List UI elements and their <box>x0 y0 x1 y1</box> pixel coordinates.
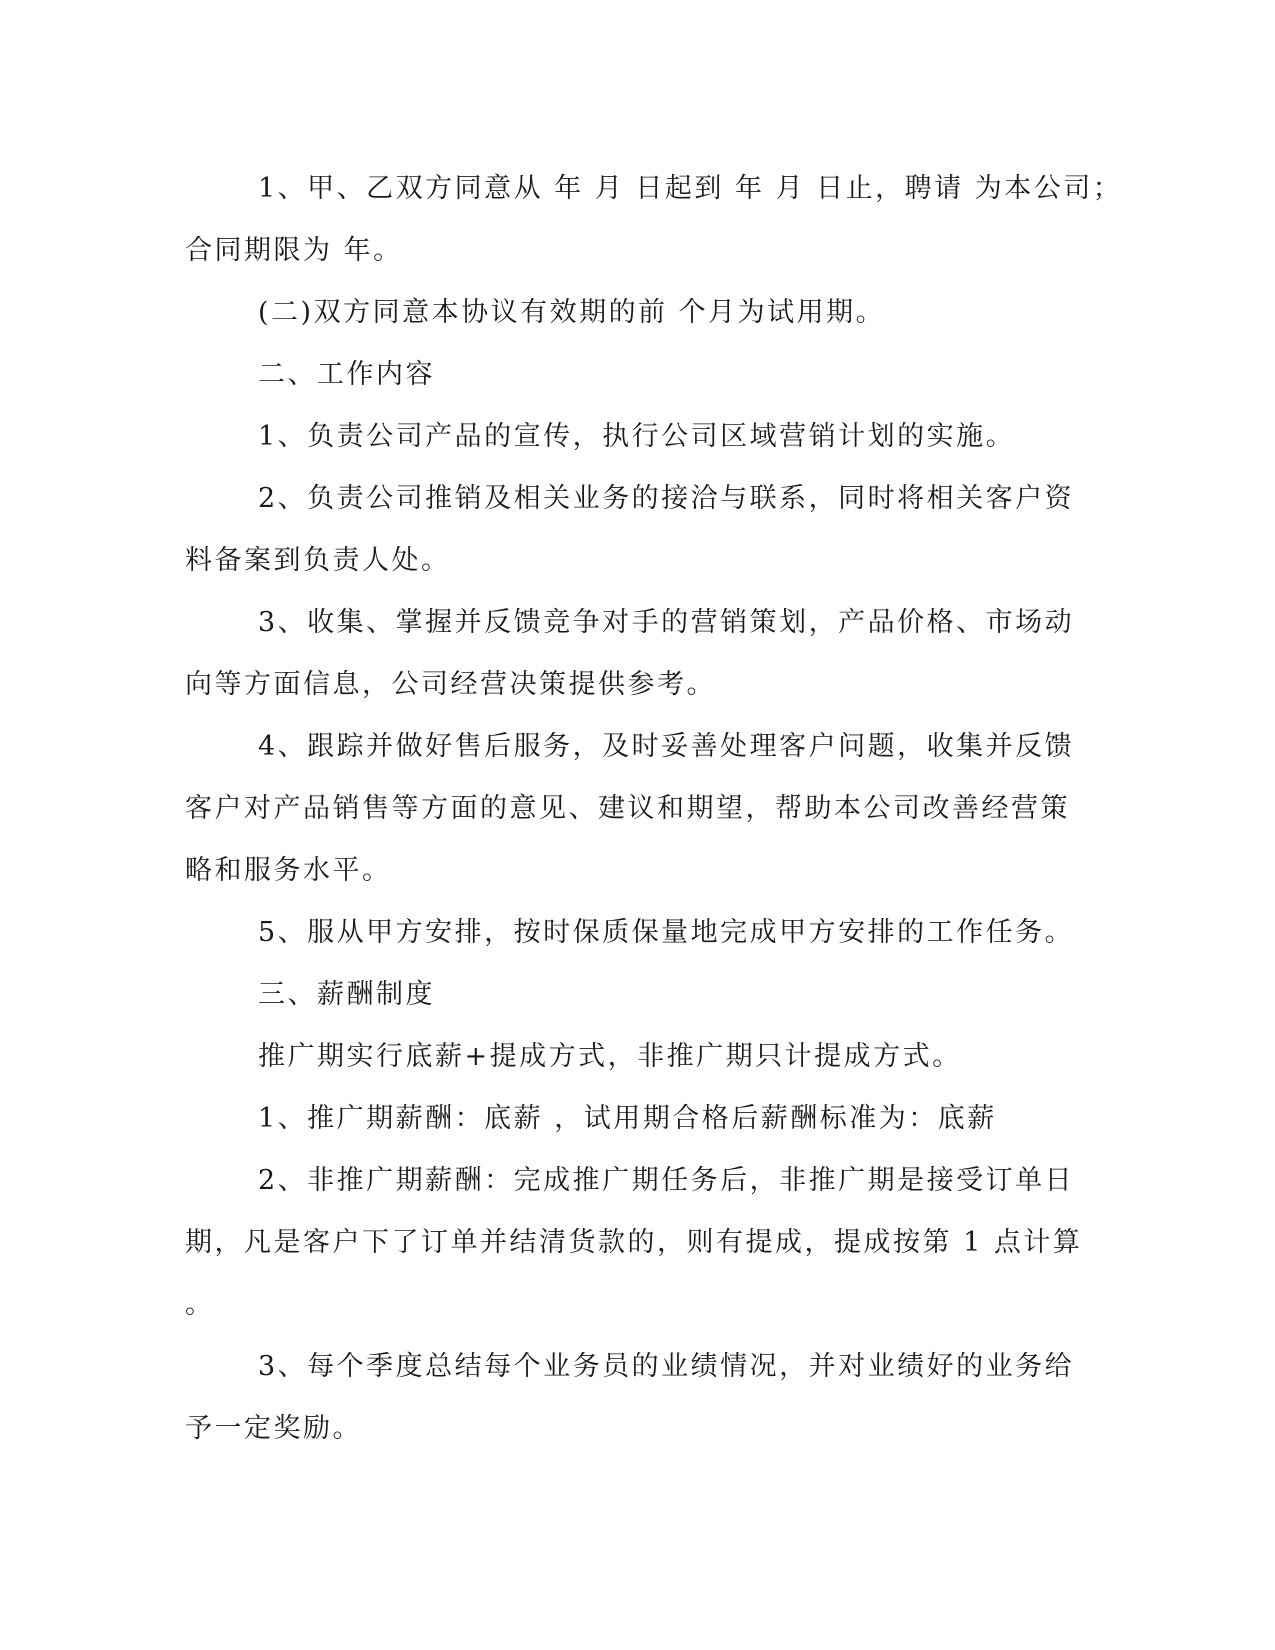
text-line: 略和服务水平。 <box>185 855 392 886</box>
document-page <box>185 158 1123 1460</box>
text-line: 推广期实行底薪+提成方式，非推广期只计提成方式。 <box>258 1041 962 1072</box>
text-line: 期，凡是客户下了订单并结清货款的，则有提成，提成按第 1 点计算 <box>185 1227 1083 1258</box>
text-line: 2、负责公司推销及相关业务的接洽与联系，同时将相关客户资 <box>258 483 1075 514</box>
text-line: 5、服从甲方安排，按时保质保量地完成甲方安排的工作任务。 <box>258 917 1075 948</box>
text-line: 。 <box>185 1289 215 1320</box>
text-line: (二)双方同意本协议有效期的前 个月为试用期。 <box>258 297 886 328</box>
text-line: 4、跟踪并做好售后服务，及时妥善处理客户问题，收集并反馈 <box>258 731 1075 762</box>
section-heading: 三、薪酬制度 <box>258 979 435 1010</box>
text-line: 向等方面信息，公司经营决策提供参考。 <box>185 669 716 700</box>
text-line: 1、推广期薪酬：底薪 ，试用期合格后薪酬标准为：底薪 <box>258 1103 997 1134</box>
text-line: 予一定奖励。 <box>185 1413 362 1444</box>
text-line: 合同期限为 年。 <box>185 235 403 266</box>
text-line: 1、负责公司产品的宣传，执行公司区域营销计划的实施。 <box>258 421 1016 452</box>
text-line: 料备案到负责人处。 <box>185 545 451 576</box>
text-line: 2、非推广期薪酬：完成推广期任务后，非推广期是接受订单日 <box>258 1165 1075 1196</box>
text-line: 客户对产品销售等方面的意见、建议和期望，帮助本公司改善经营策 <box>185 793 1070 824</box>
section-heading: 二、工作内容 <box>258 359 435 390</box>
text-line: 1、甲、乙双方同意从 年 月 日起到 年 月 日止，聘请 为本公司； <box>258 173 1123 204</box>
text-line: 3、收集、掌握并反馈竞争对手的营销策划，产品价格、市场动 <box>258 607 1075 638</box>
text-line: 3、每个季度总结每个业务员的业绩情况，并对业绩好的业务给 <box>258 1351 1075 1382</box>
